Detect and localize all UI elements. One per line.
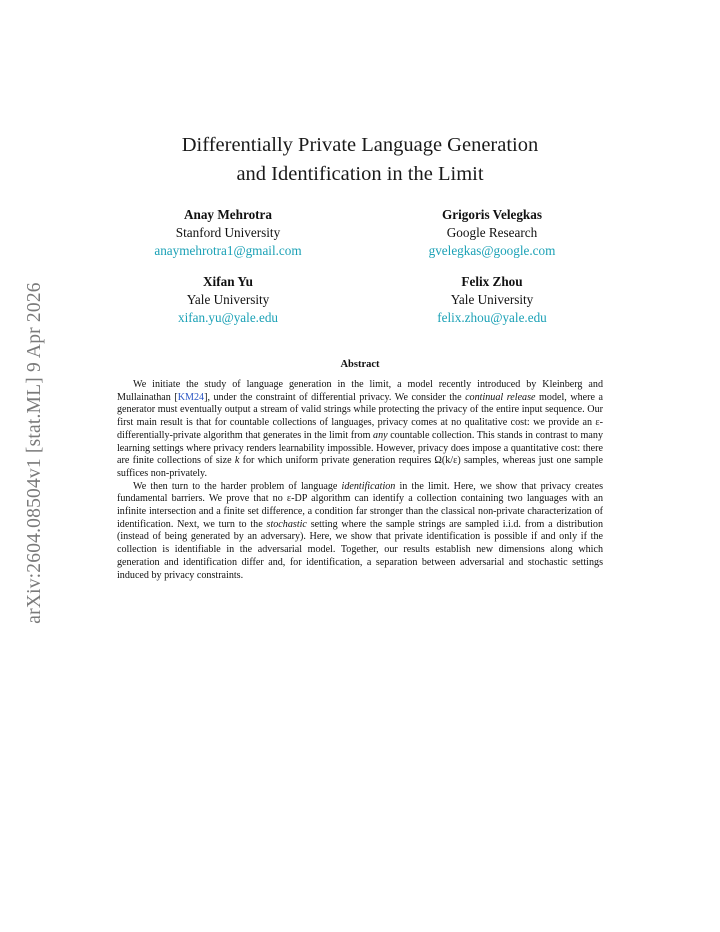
abstract-paragraph-1 [117, 379, 603, 481]
author-email-link[interactable]: gvelegkas@google.com [428, 243, 556, 258]
title-line-1: Differentially Private Language Generation [181, 134, 539, 156]
citation-link[interactable]: KM24 [177, 391, 205, 403]
abstract-heading: Abstract [340, 359, 380, 370]
arxiv-identifier-stamp [20, 258, 50, 648]
abstract-paragraph-2 [117, 481, 603, 583]
arxiv-identifier-text: arXiv:2604.08504v1 [stat.ML] 9 Apr 2026 [24, 282, 45, 624]
author-affiliation: Yale University [186, 292, 270, 307]
paper-title [0, 131, 720, 189]
author-email-link[interactable]: anaymehrotra1@gmail.com [154, 243, 302, 258]
author-card [118, 206, 338, 260]
author-name: Felix Zhou [461, 274, 523, 289]
author-name: Anay Mehrotra [183, 207, 273, 222]
abstract-text: We initiate the study of language generation in the limit, a model recently introduced by Kleinberg and Mullainathan [ [117, 379, 603, 403]
author-card [382, 206, 602, 260]
author-card [118, 273, 338, 327]
author-card [382, 273, 602, 327]
author-email-link[interactable]: felix.zhou@yale.edu [437, 310, 547, 325]
emphasis-text: any [373, 429, 388, 441]
abstract-text: ], under the constraint of differential privacy. We consider the [204, 391, 466, 403]
abstract-text: setting where the sample strings are sampled i.i.d. from a distribution (instead of being generated by an adversary). Here, we show that private identification is possible if and only if the collection is identifiable in the adversarial model. Together, our results establish new dimensions along which generation and identification differ and, for identification, a separation between adversarial and stochastic settings induced by privacy constraints. [117, 518, 603, 581]
emphasis-text: continual release [465, 391, 536, 403]
abstract-text: model, where a generator must eventually output a stream of valid strings while protecting the privacy of the entire input sequence. Our first main result is that for countable collections of languages, privacy comes at no qualitative cost: we provide an ε-differentially-private algorithm that generates in the limit from [117, 391, 603, 441]
author-affiliation: Stanford University [175, 225, 281, 240]
abstract-body [117, 379, 603, 582]
author-email-link[interactable]: xifan.yu@yale.edu [177, 310, 279, 325]
abstract-text: for which uniform private generation requires Ω(k/ε) samples, whereas just one sample suffices non-privately. [117, 455, 603, 479]
emphasis-text: identification [341, 480, 396, 492]
abstract-text: in the limit. Here, we show that privacy creates fundamental barriers. We prove that no ε-DP algorithm can identify a collection containing two languages with an infinite intersection and a finite set difference, a condition far stronger than the classical non-private characterization of identification. Next, we turn to the [117, 480, 603, 530]
author-name: Grigoris Velegkas [441, 207, 542, 222]
abstract-text: countable collection. This stands in contrast to many learning settings where privacy renders learnability impossible. However, privacy does impose a quantitative cost: there are finite collections of size [117, 429, 603, 467]
author-name: Xifan Yu [203, 274, 253, 289]
emphasis-text: k [234, 455, 240, 467]
abstract-text: We then turn to the harder problem of language [133, 480, 342, 492]
author-affiliation: Google Research [446, 225, 538, 240]
author-affiliation: Yale University [450, 292, 534, 307]
title-line-2: and Identification in the Limit [236, 163, 484, 185]
emphasis-text: stochastic [266, 518, 307, 530]
